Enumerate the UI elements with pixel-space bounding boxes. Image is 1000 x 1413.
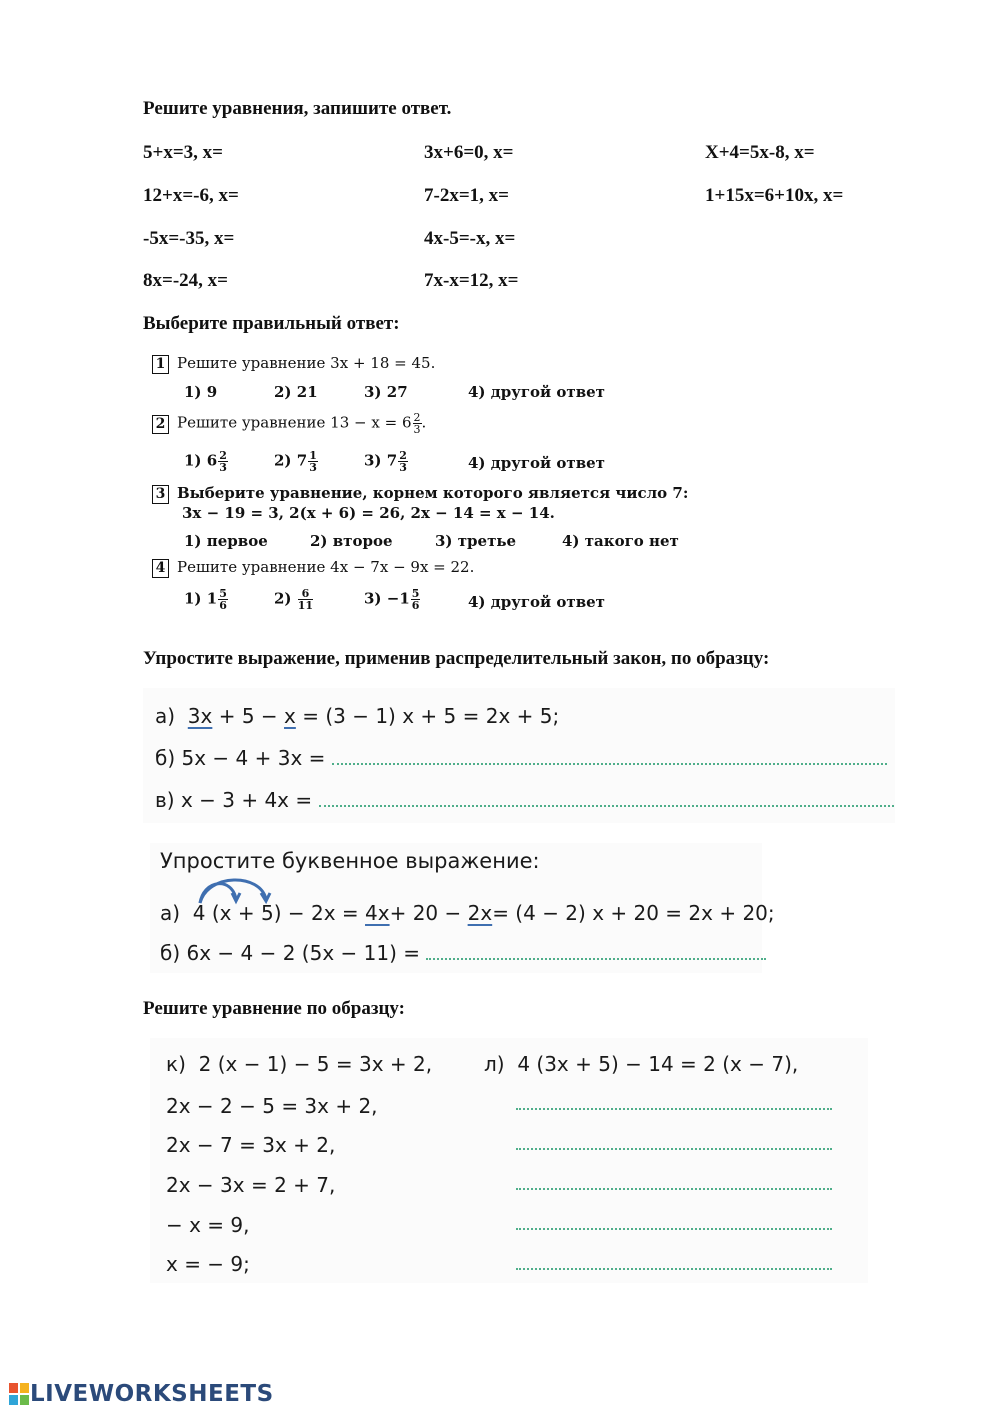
equation: X+4=5x-8, x= [705, 142, 815, 163]
equation: 7x-x=12, x= [424, 270, 519, 291]
equation: 4x-5=-x, x= [424, 228, 516, 249]
example-panel-literal [150, 843, 775, 973]
equation: 5+x=3, x= [143, 142, 223, 163]
section-title-solve-by-example: Решите уравнение по образцу: [143, 998, 406, 1019]
question-2: 2 Решите уравнение 13 − x = 6 $\frac{2}{3}$ . [152, 412, 426, 435]
exercise-line-b: б) 5x − 4 + 3x = [155, 746, 887, 770]
example-panel-distributive [143, 688, 895, 823]
answer-option: 4) другой ответ [468, 593, 605, 611]
question-4 [152, 558, 474, 578]
answer-option: 4) другой ответ [468, 454, 605, 472]
example-line-a: а) 4 (x + 5) − 2x = 4x+ 20 − 2x= (4 − 2) x + 20 = 2x + 20; [160, 901, 775, 925]
equation: 1+15x=6+10x, x= [705, 185, 844, 206]
question-text: Выберите уравнение, корнем которого является число 7: [177, 484, 689, 502]
answer-option: 1) 1 $\frac{5}{6}$ [184, 587, 227, 612]
answer-option: 2) $\frac{6}{11}$ [274, 587, 314, 612]
solution-step: 2x − 3x = 2 + 7, [166, 1173, 336, 1197]
answer-option: 2) 7 $\frac{1}{3}$ [274, 449, 317, 474]
exercise-equation-l: л) 4 (3x + 5) − 14 = 2 (x − 7), [484, 1052, 799, 1076]
answer-dots[interactable] [516, 1188, 832, 1190]
answer-option: 2) второе [310, 532, 393, 550]
question-number: 3 [152, 485, 169, 504]
quiz-block [150, 350, 710, 630]
question-3 [152, 484, 688, 504]
answer-option: 4) такого нет [562, 532, 679, 550]
question-1 [152, 354, 435, 374]
example-line-a: а) 3x + 5 − x = (3 − 1) x + 5 = 2x + 5; [155, 704, 560, 728]
section-title-simplify-literal: Упростите буквенное выражение: [160, 849, 540, 873]
solution-step: 2x − 7 = 3x + 2, [166, 1133, 336, 1157]
equation: 8x=-24, x= [143, 270, 228, 291]
liveworksheets-logo [8, 1381, 274, 1407]
answer-option: 1) 6 $\frac{2}{3}$ [184, 449, 227, 474]
answer-dots[interactable] [332, 763, 887, 765]
logo-text: LIVEWORKSHEETS [30, 1381, 274, 1407]
section-title-simplify-distributive: Упростите выражение, применив распределительный закон, по образцу: [143, 648, 770, 669]
answer-option: 3) третье [435, 532, 517, 550]
answer-option: 3) 27 [364, 383, 408, 401]
exercise-line-v: в) x − 3 + 4x = [155, 788, 894, 812]
answer-option: 3) −1 $\frac{5}{6}$ [364, 587, 420, 612]
equation: -5x=-35, x= [143, 228, 235, 249]
question-number: 1 [152, 355, 169, 374]
example-panel-equations [150, 1038, 868, 1283]
answer-dots[interactable] [516, 1268, 832, 1270]
answer-option: 2) 21 [274, 383, 318, 401]
answer-option: 4) другой ответ [468, 383, 605, 401]
example-equation-k: к) 2 (x − 1) − 5 = 3x + 2, [166, 1052, 433, 1076]
question-number: 4 [152, 559, 169, 578]
exercise-line-b: б) 6x − 4 − 2 (5x − 11) = [160, 941, 766, 965]
solution-step: 2x − 2 − 5 = 3x + 2, [166, 1094, 378, 1118]
solution-step: x = − 9; [166, 1252, 250, 1276]
question-3-equations: 3x − 19 = 3, 2(x + 6) = 26, 2x − 14 = x − 14. [182, 504, 555, 522]
section-title-choose: Выберите правильный ответ: [143, 313, 400, 334]
answer-option: 3) 7 $\frac{2}{3}$ [364, 449, 407, 474]
solution-step: − x = 9, [166, 1213, 250, 1237]
equation: 12+x=-6, x= [143, 185, 239, 206]
answer-option: 1) первое [184, 532, 268, 550]
fraction-denominator: 3 [413, 423, 421, 436]
question-text: Решите уравнение 3x + 18 = 45. [177, 354, 436, 372]
question-text: Решите уравнение 4x − 7x − 9x = 22. [177, 558, 475, 576]
equation: 3x+6=0, x= [424, 142, 514, 163]
answer-dots[interactable] [516, 1108, 832, 1110]
question-text: Решите уравнение 13 − x = 6 [177, 413, 412, 432]
logo-mark-icon [8, 1382, 30, 1406]
equation: 7-2x=1, x= [424, 185, 509, 206]
question-number: 2 [152, 415, 169, 434]
answer-dots[interactable] [426, 958, 766, 960]
answer-dots[interactable] [319, 805, 894, 807]
fraction-numerator: 2 [413, 411, 421, 424]
section-title-solve: Решите уравнения, запишите ответ. [143, 98, 452, 119]
answer-option: 1) 9 [184, 383, 218, 401]
answer-dots[interactable] [516, 1148, 832, 1150]
answer-dots[interactable] [516, 1228, 832, 1230]
